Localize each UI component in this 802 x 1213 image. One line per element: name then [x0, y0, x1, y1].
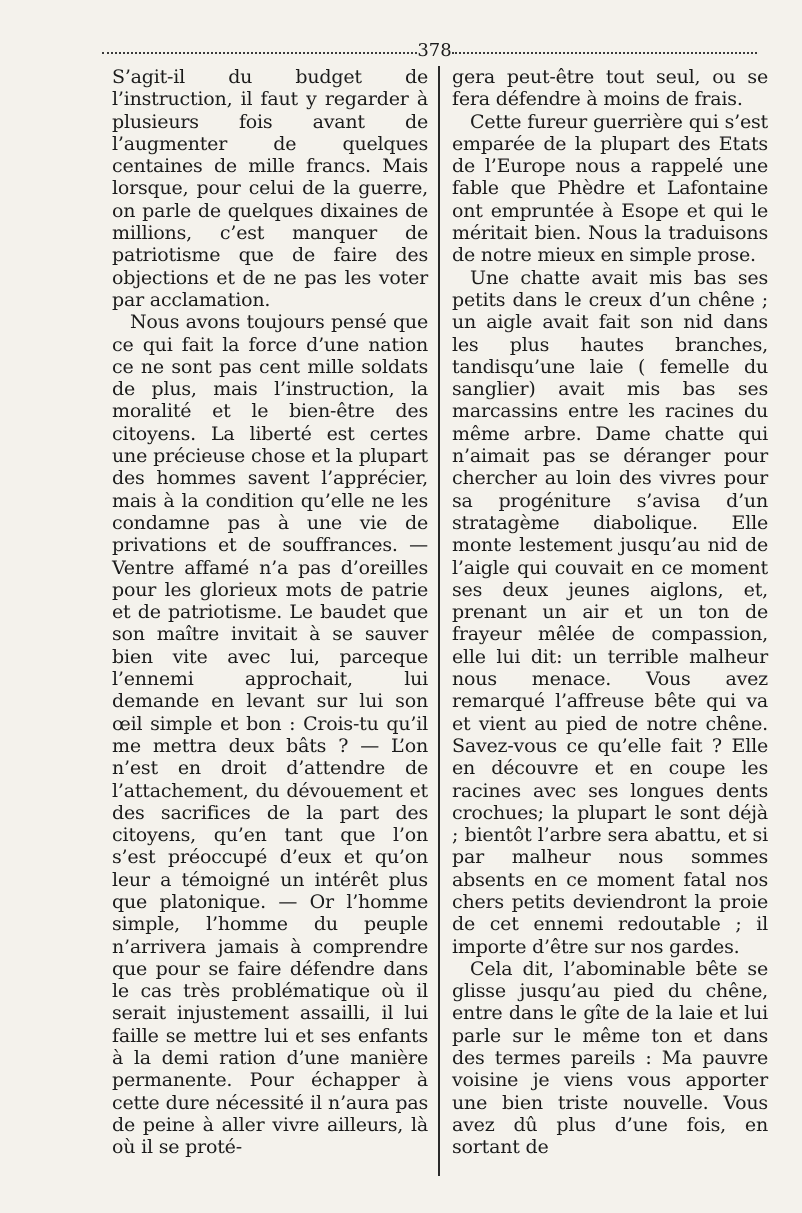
paragraph: Cela dit, l’abominable bête se glisse jusqu’au pied du chêne, entre dans le gîte de la laie et lui parle sur le même ton et dans des termes pareils : Ma pauvre voisine je viens vous apporter une bien triste nouvelle. Vous avez dû plus d’une fois, en sortant de: [452, 957, 768, 1159]
left-column: [112, 66, 428, 1159]
paragraph: S’agit-il du budget de l’instruction, il faut y regarder à plusieurs fois avant de l’augmenter de quelques centaines de mille francs. Mais lorsque, pour celui de la guerre, on parle de quelques dixaines de millions, c’est manquer de patriotisme que de faire des objections et de ne pas les voter par acclamation.: [112, 66, 428, 311]
paragraph: Cette fureur guerrière qui s’est emparée de la plupart des Etats de l’Europe nous a rappelé une fable que Phèdre et Lafontaine ont empruntée à Esope et qui le méritait bien. Nous la traduisons de notre mieux en simple prose.: [452, 110, 768, 267]
paragraph: Nous avons toujours pensé que ce qui fait la force d’une nation ce ne sont pas cent mille soldats de plus, mais l’instruction, la moralité et le bien-être des citoyens. La liberté est certes une précieuse chose et la plupart des hommes savent l’apprécier, mais à la condition qu’elle ne les condamne pas à une vie de privations et de souffrances. — Ventre affamé n’a pas d’oreilles pour les glorieux mots de patrie et de patriotisme. Le baudet que son maître invitait à se sauver bien vite avec lui, parceque l’ennemi approchait, lui demande en levant sur lui son œil simple et bon : Crois-tu qu’il me mettra deux bâts ? — L’on n’est en droit d’attendre de l’attachement, du dévouement et des sacrifices de la part des citoyens, qu’en tant que l’on s’est préoccupé d’eux et qu’on leur a témoigné un intérêt plus que platonique. — Or l’homme simple, l’homme du peuple n’arrivera jamais à comprendre que pour se faire défendre dans le cas très problématique où il serait injustement assailli, il lui faille se mettre lui et ses enfants à la demi ration d’une manière permanente. Pour échapper à cette dure nécessité il n’aura pas de peine à aller vivre ailleurs, là où il se proté-: [112, 311, 428, 1159]
paragraph: gera peut-être tout seul, ou se fera défendre à moins de frais.: [452, 66, 768, 111]
header-rule-right: [452, 52, 757, 54]
page-number: 378: [417, 40, 452, 61]
right-column: [452, 66, 768, 1159]
header-rule-left: [102, 52, 417, 54]
column-divider: [438, 66, 440, 1176]
page-header: [102, 40, 757, 62]
paragraph: Une chatte avait mis bas ses petits dans le creux d’un chêne ; un aigle avait fait son nid dans les plus hautes branches, tandisqu’une laie ( femelle du sanglier) avait mis bas ses marcassins entre les racines du même arbre. Dame chatte qui n’aimait pas se déranger pour chercher au loin des vivres pour sa progéniture s’avisa d’un stratagème diabolique. Elle monte lestement jusqu’au nid de l’aigle qui couvait en ce moment ses deux jeunes aiglons, et, prenant un air et un ton de frayeur mêlée de compassion, elle lui dit: un terrible malheur nous menace. Vous avez remarqué l’affreuse bête qui va et vient au pied de notre chêne. Savez-vous ce qu’elle fait ? Elle en découvre et en coupe les racines avec ses longues dents crochues; la plupart le sont déjà ; bientôt l’arbre sera abattu, et si par malheur nous sommes absents en ce moment fatal nos chers petits deviendront la proie de cet ennemi redoutable ; il importe d’être sur nos gardes.: [452, 266, 768, 958]
